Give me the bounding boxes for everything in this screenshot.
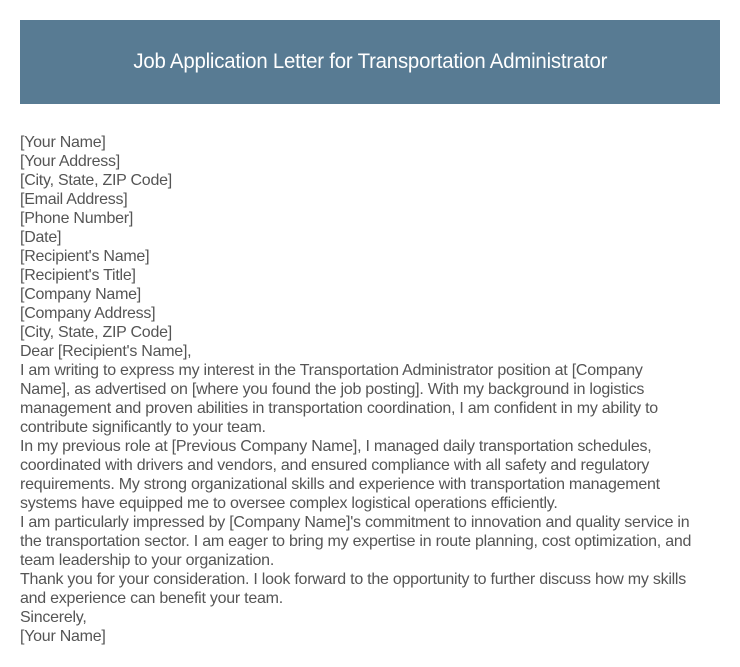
- paragraph-line: management and proven abilities in transportation coordination, I am confident in my ability to: [20, 400, 658, 417]
- sender-city-state-zip: [City, State, ZIP Code]: [20, 172, 172, 189]
- signature: [Your Name]: [20, 628, 106, 645]
- paragraph-line: contribute significantly to your team.: [20, 419, 266, 436]
- paragraph-experience: [20, 437, 725, 513]
- paragraph-line: In my previous role at [Previous Company Name], I managed daily transportation schedules,: [20, 438, 652, 455]
- recipient-title: [Recipient's Title]: [20, 267, 136, 284]
- paragraph-line: the transportation sector. I am eager to bring my expertise in route planning, cost optimization, and: [20, 533, 692, 550]
- sender-block: [20, 133, 725, 247]
- paragraph-motivation: [20, 513, 725, 570]
- sender-address: [Your Address]: [20, 153, 120, 170]
- paragraph-thanks: [20, 570, 725, 608]
- paragraph-line: Name], as advertised on [where you found the job posting]. With my background in logistics: [20, 381, 645, 398]
- paragraph-line: and experience can benefit your team.: [20, 590, 283, 607]
- letter-body: [20, 133, 725, 646]
- sender-email: [Email Address]: [20, 191, 128, 208]
- paragraph-line: I am writing to express my interest in the Transportation Administrator position at [Company: [20, 362, 643, 379]
- recipient-block: [20, 247, 725, 342]
- sender-phone: [Phone Number]: [20, 210, 134, 227]
- paragraph-line: systems have equipped me to oversee complex logistical operations efficiently.: [20, 495, 558, 512]
- paragraph-line: Thank you for your consideration. I look forward to the opportunity to further discuss how my skills: [20, 571, 686, 588]
- sender-name: [Your Name]: [20, 134, 106, 151]
- page-title: Job Application Letter for Transportation Administrator: [133, 50, 607, 73]
- recipient-name: [Recipient's Name]: [20, 248, 150, 265]
- paragraph-line: team leadership to your organization.: [20, 552, 275, 569]
- recipient-company: [Company Name]: [20, 286, 141, 303]
- closing: Sincerely,: [20, 609, 87, 626]
- letter-date: [Date]: [20, 229, 62, 246]
- salutation: Dear [Recipient's Name],: [20, 343, 192, 360]
- paragraph-line: requirements. My strong organizational skills and experience with transportation management: [20, 476, 660, 493]
- recipient-address: [Company Address]: [20, 305, 156, 322]
- paragraph-line: I am particularly impressed by [Company Name]'s commitment to innovation and quality service in: [20, 514, 690, 531]
- page-header-banner: [20, 20, 720, 104]
- recipient-city-state-zip: [City, State, ZIP Code]: [20, 324, 172, 341]
- paragraph-intro: [20, 361, 725, 437]
- paragraph-line: coordinated with drivers and vendors, and ensured compliance with all safety and regulatory: [20, 457, 650, 474]
